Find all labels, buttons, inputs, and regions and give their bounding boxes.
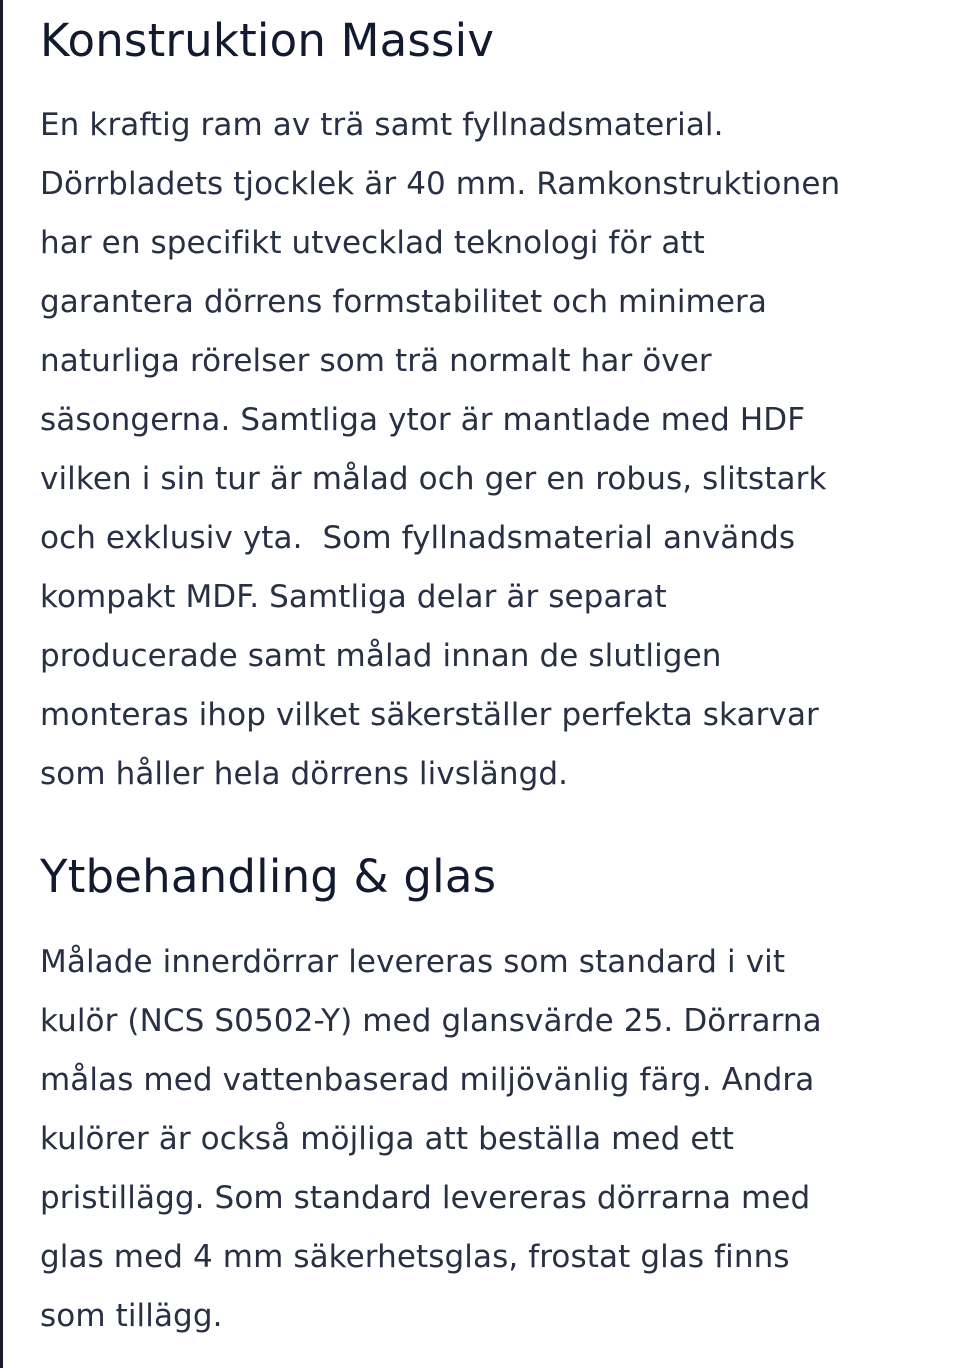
paragraph-line: En kraftig ram av trä samt fyllnadsmaterial. [40, 107, 724, 143]
section-heading-ytbehandling: Ytbehandling & glas [40, 850, 497, 903]
paragraph-line: målas med vattenbaserad miljövänlig färg. Andra [40, 1062, 815, 1098]
paragraph-line: och exklusiv yta. Som fyllnadsmaterial används [40, 520, 796, 556]
paragraph-line: garantera dörrens formstabilitet och minimera [40, 284, 767, 320]
paragraph-line: pristillägg. Som standard levereras dörrarna med [40, 1180, 811, 1216]
paragraph-line: Dörrbladets tjocklek är 40 mm. Ramkonstruktionen [40, 166, 841, 202]
paragraph-line: producerade samt målad innan de slutligen [40, 638, 722, 674]
paragraph-line: har en specifikt utvecklad teknologi för att [40, 225, 705, 261]
section-paragraph-ytbehandling [40, 933, 822, 1346]
paragraph-line: monteras ihop vilket säkerställer perfekta skarvar [40, 697, 819, 733]
paragraph-line: som tillägg. [40, 1298, 223, 1334]
paragraph-line: kulörer är också möjliga att beställa med ett [40, 1121, 735, 1157]
left-border [0, 0, 3, 1368]
section-heading-konstruktion: Konstruktion Massiv [40, 14, 495, 67]
paragraph-line: Målade innerdörrar levereras som standard i vit [40, 944, 786, 980]
paragraph-line: naturliga rörelser som trä normalt har över [40, 343, 712, 379]
paragraph-line: som håller hela dörrens livslängd. [40, 756, 569, 792]
paragraph-line: säsongerna. Samtliga ytor är mantlade med HDF [40, 402, 806, 438]
section-paragraph-konstruktion [40, 96, 840, 804]
paragraph-line: kompakt MDF. Samtliga delar är separat [40, 579, 667, 615]
paragraph-line: vilken i sin tur är målad och ger en robus, slitstark [40, 461, 827, 497]
paragraph-line: kulör (NCS S0502-Y) med glansvärde 25. Dörrarna [40, 1003, 822, 1039]
paragraph-line: glas med 4 mm säkerhetsglas, frostat glas finns [40, 1239, 790, 1275]
